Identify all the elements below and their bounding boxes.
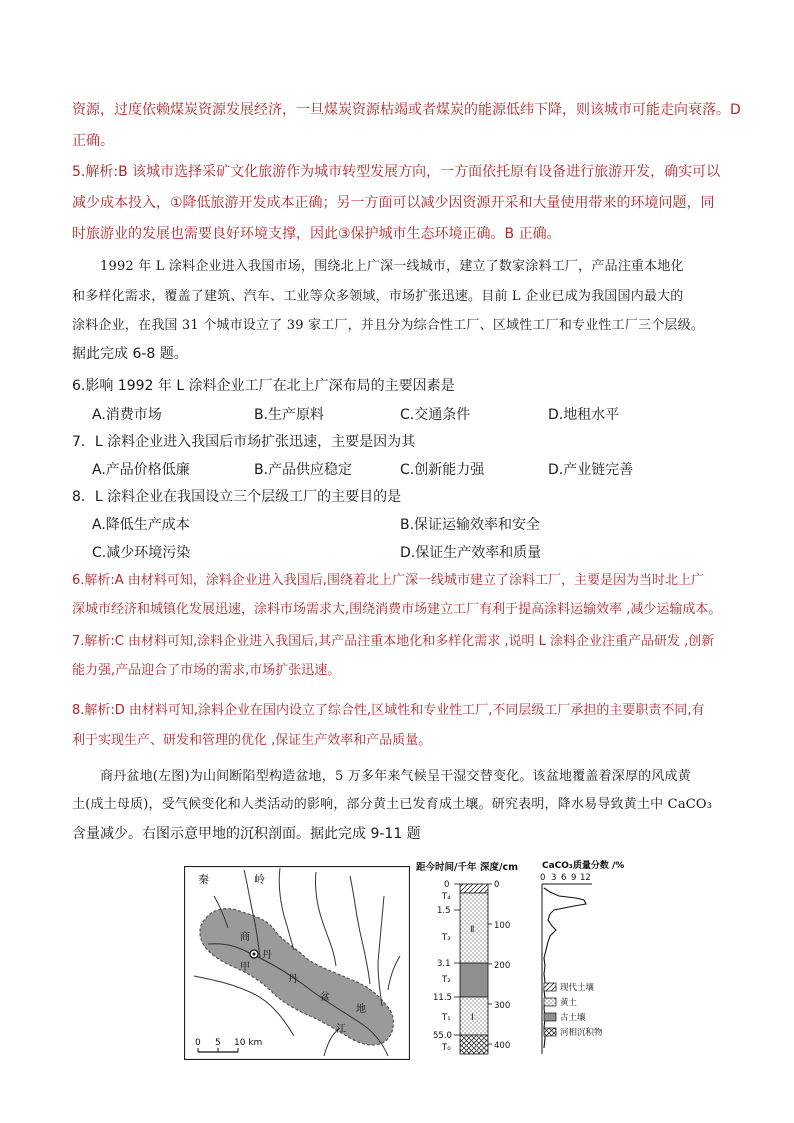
answer-4-line-2: 正确。 xyxy=(72,133,114,149)
question-8-option-b[interactable]: B.保证运输效率和安全 xyxy=(400,517,541,533)
depth-tick-100: 100 xyxy=(494,921,511,931)
profile-depth-header: 深度/cm xyxy=(480,862,519,873)
label-shang: 商 xyxy=(240,932,250,943)
label-pen: 盆 xyxy=(320,992,330,1003)
answer-5-line-2: 减少成本投入，①降低旅游开发成本正确；另一方面可以减少因资源开采和大量使用带来的环境问题，同 xyxy=(72,195,715,211)
question-7-option-c[interactable]: C.创新能力强 xyxy=(400,462,485,478)
time-tick-0: 0 xyxy=(444,880,450,890)
profile-legend xyxy=(544,982,603,1038)
question-6-option-b[interactable]: B.生产原料 xyxy=(254,407,325,423)
layer-T1: T₁ xyxy=(442,1013,451,1023)
question-8-option-c[interactable]: C.减少环境污染 xyxy=(92,545,191,561)
layer-T2: T₂ xyxy=(442,975,451,985)
label-mountain-ling: 岭 xyxy=(254,873,265,886)
passage-1-line-4: 据此完成 6-8 题。 xyxy=(72,346,188,362)
question-8-stem: 8．L 涂料企业在我国设立三个层级工厂的主要目的是 xyxy=(72,489,402,505)
answer-8-line-2: 利于实现生产、研发和管理的优化 ,保证生产效率和产品质量。 xyxy=(72,733,432,748)
caco3-tick-6: 6 xyxy=(561,873,567,883)
depth-tick-200: 200 xyxy=(494,961,511,971)
svg-text:10 km: 10 km xyxy=(234,1038,263,1048)
layer-paleosol xyxy=(460,963,488,997)
label-jia: 甲 xyxy=(240,962,250,973)
unit-II: Ⅱ xyxy=(470,925,475,935)
passage-2-line-3: 含量减少。右图示意甲地的沉积剖面。据此完成 9-11 题 xyxy=(72,826,421,842)
answer-6-line-2: 深城市经济和城镇化发展迅速，涂料市场需求大,围绕消费市场建立工厂有利于提高涂料运输效率 ,减少运输成本。 xyxy=(72,602,722,617)
answer-5-line-1: 5.解析:B 该城市选择采矿文化旅游作为城市转型发展方向，一方面依托原有设备进行旅游开发，确实可以 xyxy=(72,164,721,180)
unit-I: Ⅰ xyxy=(471,1013,474,1023)
caco3-tick-12: 12 xyxy=(580,873,591,883)
layer-river-sediment xyxy=(460,1035,488,1054)
time-tick-1.5: 1.5 xyxy=(437,906,451,916)
answer-6-line-1: 6.解析:A 由材料可知，涂料企业进入我国后,围绕着北上广深一线城市建立了涂料工厂，主要是因为当时北上广 xyxy=(72,573,704,588)
profile-time-header: 距今时间/千年 xyxy=(416,862,477,873)
question-7-option-d[interactable]: D.产业链完善 xyxy=(548,462,634,478)
label-dan: 丹 xyxy=(288,974,298,985)
question-6-option-c[interactable]: C.交通条件 xyxy=(400,407,471,423)
passage-1-line-1: 1992 年 L 涂料企业进入我国市场，围绕北上广深一线城市，建立了数家涂料工厂，产品注重本地化 xyxy=(100,259,684,274)
answer-7-line-2: 能力强,产品迎合了市场的需求,市场扩张迅速。 xyxy=(72,663,341,678)
caco3-curve xyxy=(544,888,586,1048)
passage-1-line-3: 涂料企业，在我国 31 个城市设立了 39 家工厂，并且分为综合性工厂、区域性工厂和专业性工厂三个层级。 xyxy=(72,318,705,333)
legend-loess: 黄土 xyxy=(560,998,578,1008)
caco3-tick-0: 0 xyxy=(540,873,546,883)
answer-4-line-1: 资源，过度依赖煤炭资源发展经济，一旦煤炭资源枯竭或者煤炭的能源低纬下降，则该城市可能走向衰落。D xyxy=(72,102,741,118)
question-7-option-a[interactable]: A.产品价格低廉 xyxy=(92,462,190,478)
caco3-tick-3: 3 xyxy=(551,873,557,883)
answer-8-line-1: 8.解析:D 由材料可知,涂料企业在国内设立了综合性,区域性和专业性工厂,不同层级工厂承担的主要职责不同,有 xyxy=(72,703,705,718)
passage-1-line-2: 和多样化需求，覆盖了建筑、汽车、工业等众多领域，市场扩张迅速。目前 L 企业已成为我国国内最大的 xyxy=(72,289,684,304)
question-6-option-a[interactable]: A.消费市场 xyxy=(92,407,162,423)
answer-5-line-3: 时旅游业的发展也需要良好环境支撑，因此③保护城市生态环境正确。B 正确。 xyxy=(72,226,561,242)
layer-loess-1 xyxy=(460,997,488,1035)
depth-tick-400: 400 xyxy=(494,1041,511,1051)
layer-T3: T₃ xyxy=(442,933,451,943)
passage-2-line-1: 商丹盆地(左图)为山间断陷型构造盆地，5 万多年来气候呈干湿交替变化。该盆地覆盖着深厚的风成黄 xyxy=(100,769,691,784)
passage-2-line-2: 土(成土母质)，受气候变化和人类活动的影响，部分黄土已发育成土壤。研究表明，降水易导致黄土中 CaCO₃ xyxy=(72,797,713,812)
question-8-option-a[interactable]: A.降低生产成本 xyxy=(92,517,190,533)
question-6-stem: 6.影响 1992 年 L 涂料企业工厂在北上广深布局的主要因素是 xyxy=(72,378,455,394)
time-tick-3.1: 3.1 xyxy=(437,959,451,969)
time-tick-55.0: 55.0 xyxy=(433,1031,452,1041)
sediment-profile xyxy=(414,858,630,1060)
depth-tick-0: 0 xyxy=(494,880,500,890)
layer-T4: T₄ xyxy=(442,892,451,902)
layer-modern-soil xyxy=(460,884,488,893)
caco3-tick-9: 9 xyxy=(571,873,577,883)
profile-caco3-header: CaCO₃质量分数 /% xyxy=(542,861,625,871)
label-jiang: 江 xyxy=(336,1024,346,1035)
basin-map xyxy=(184,866,410,1060)
label-nan: 丹 xyxy=(262,950,272,961)
question-8-option-d[interactable]: D.保证生产效率和质量 xyxy=(400,545,542,561)
label-mountain-qin: 秦 xyxy=(198,873,209,886)
question-6-option-d[interactable]: D.地租水平 xyxy=(548,407,620,423)
depth-tick-300: 300 xyxy=(494,1001,511,1011)
svg-text:0: 0 xyxy=(195,1038,201,1048)
answer-7-line-1: 7.解析:C 由材料可知,涂料企业进入我国后,其产品注重本地化和多样化需求 ,说明 L 涂料企业注重产品研发 ,创新 xyxy=(72,634,715,649)
question-7-stem: 7．L 涂料企业进入我国后市场扩张迅速，主要是因为其 xyxy=(72,434,416,450)
legend-river-sediment: 河相沉积物 xyxy=(560,1028,603,1038)
label-di: 地 xyxy=(356,1004,366,1015)
layer-T0: T₀ xyxy=(442,1043,451,1053)
svg-text:5: 5 xyxy=(215,1038,221,1048)
question-7-option-b[interactable]: B.产品供应稳定 xyxy=(254,462,353,478)
legend-modern-soil: 现代土壤 xyxy=(560,983,595,993)
time-tick-11.5: 11.5 xyxy=(433,993,452,1003)
legend-paleosol: 古土壤 xyxy=(560,1013,586,1023)
